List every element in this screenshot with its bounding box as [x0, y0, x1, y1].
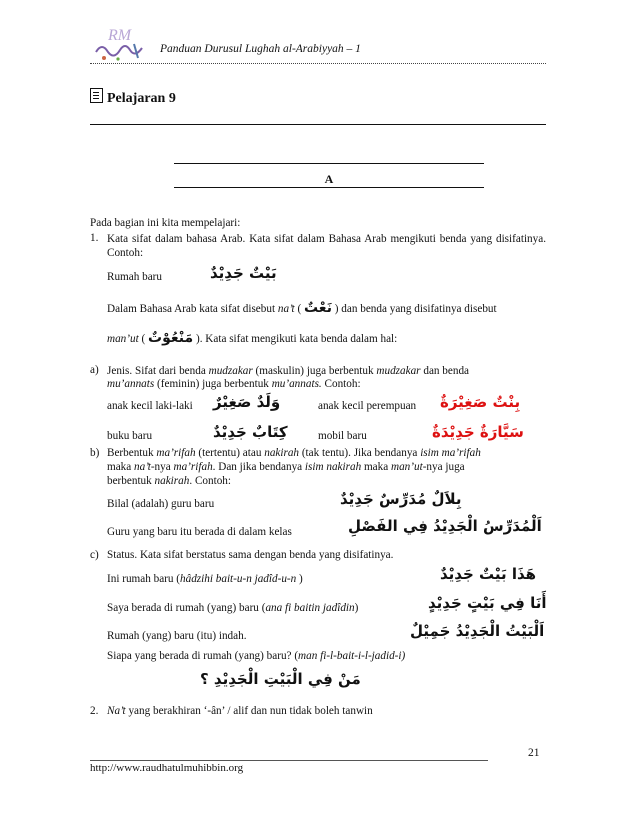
point-2-text: yang berakhiran ‘-ân’ / alif dan nun tidak boleh tanwin: [125, 705, 373, 717]
example-arabic: بِنْتٌ صَغِيْرَةٌ: [440, 393, 521, 411]
point-a-t2: mudzakar: [208, 365, 253, 377]
point-b-l2e: . Dan jika bendanya: [212, 461, 305, 473]
example-arabic: بِلاَلٌ مُدَرِّسٌ جَدِيْدٌ: [340, 490, 462, 508]
example-latin: Bilal (adalah) guru baru: [107, 498, 215, 510]
point-2-number: 2.: [90, 705, 99, 717]
point-b-label: b): [90, 447, 100, 459]
example-latin: buku baru: [107, 430, 153, 442]
point-1-text: Kata sifat dalam bahasa Arab. Kata sifat dalam Bahasa Arab mengikuti benda yang disifatinya. Contoh:: [107, 233, 546, 259]
lesson-title: Pelajaran 9: [107, 91, 176, 106]
point-b-l3b: nakirah: [154, 475, 190, 487]
point-a-t4: mudzakar: [376, 365, 421, 377]
point-b-l2d: ma’rifah: [173, 461, 213, 473]
point-a-t9: Contoh:: [321, 378, 361, 390]
point-b-l1c: (tertentu) atau: [195, 447, 265, 459]
footer-url-link[interactable]: http://www.raudhatulmuhibbin.org: [90, 762, 244, 774]
point-a-text: [107, 364, 546, 378]
point-a-t7: (feminin) juga berbentuk: [154, 378, 272, 390]
point-a-t3: (maskulin) juga berbentuk: [252, 365, 377, 377]
example-latin: Guru yang baru itu berada di dalam kelas: [107, 526, 292, 538]
point-c-label: c): [90, 549, 99, 561]
point-b-l1d: nakirah: [264, 447, 300, 459]
example-latin-line: [107, 602, 358, 614]
lesson-title-rule: [90, 124, 546, 125]
point-1-example-arabic: بَيْتٌ جَدِيْدٌ: [210, 264, 277, 282]
point-b-line-2: [107, 461, 465, 473]
point-b-line-3: [107, 475, 231, 487]
point-1-example-latin: Rumah baru: [107, 271, 162, 283]
logo-letters: RM: [108, 27, 132, 44]
point-a-label: a): [90, 364, 99, 376]
section-rule-bottom: [174, 187, 484, 188]
example-latin: Rumah (yang) baru (itu) indah.: [107, 630, 247, 642]
example-latin: Siapa yang berada di rumah (yang) baru? (: [107, 650, 299, 662]
point-2-line: [107, 705, 373, 717]
manut-open: (: [138, 333, 149, 345]
logo-graphic: [90, 22, 148, 64]
manut-line: [107, 330, 397, 346]
example-arabic: اَلْبَيْتُ الْجَدِيْدُ جَمِيْلٌ: [410, 622, 545, 640]
point-b-l1a: Berbentuk: [107, 447, 157, 459]
na-t-text: Dalam Bahasa Arab kata sifat disebut: [107, 303, 278, 315]
na-t-post: ) dan benda yang disifatinya disebut: [331, 303, 497, 315]
example-latin: anak kecil laki-laki: [107, 400, 193, 412]
section-label: A: [324, 172, 334, 186]
manut-arabic: مَنْعُوْتٌ: [148, 330, 194, 346]
example-arabic: هَذَا بَيْتٌ جَدِيْدٌ: [440, 565, 537, 583]
point-b-l1f: isim ma’rifah: [420, 447, 481, 459]
na-t-arabic: نَعْتٌ: [303, 300, 332, 316]
point-b-line-1: [107, 447, 546, 459]
point-1-number: 1.: [90, 232, 99, 244]
section-rule-top: [174, 163, 484, 164]
example-latin-line: [107, 630, 247, 642]
example-latin: Saya berada di rumah (yang) baru (: [107, 602, 266, 614]
na-t-line: [107, 300, 497, 316]
example-latin: anak kecil perempuan: [318, 400, 417, 412]
point-b-l2i: -nya juga: [422, 461, 465, 473]
example-arabic: مَنْ فِي الْبَيْتِ الْجَدِيْدِ ؟: [200, 670, 361, 688]
point-b-l1b: ma’rifah: [156, 447, 196, 459]
example-arabic: سَيَّارَةٌ جَدِيْدَةٌ: [432, 423, 524, 441]
na-t-open: (: [294, 303, 304, 315]
example-arabic: أَنَا فِي بَيْتٍ جَدِيْدٍ: [428, 594, 547, 612]
manut-term: man’ut: [107, 333, 139, 345]
example-close: ): [296, 573, 303, 585]
page-number: 21: [528, 747, 540, 759]
point-b-l3a: berbentuk: [107, 475, 155, 487]
example-translit: man fi-l-bait-i-l-jadid-i): [298, 650, 406, 662]
running-header-title: Panduan Durusul Lughah al-Arabiyyah – 1: [160, 43, 361, 55]
example-close: ): [354, 602, 359, 614]
document-icon: [90, 88, 103, 103]
footer-rule: [90, 760, 488, 761]
point-2-term: Na’t: [107, 705, 126, 717]
example-latin: mobil baru: [318, 430, 367, 442]
point-b-l2c: -nya: [150, 461, 174, 473]
example-arabic: كِتَابٌ جَدِيْدٌ: [213, 423, 288, 441]
point-a-t8: mu’annats.: [271, 378, 322, 390]
lesson-heading: [90, 88, 176, 107]
example-arabic: وَلَدٌ صَغِيْرٌ: [213, 393, 281, 411]
example-arabic: اَلْمُدَرِّسُ الْجَدِيْدُ فِي الفَصْلِ: [348, 517, 542, 535]
site-logo: [90, 22, 148, 64]
point-a-t1: Jenis. Sifat dari benda: [107, 365, 209, 377]
example-latin-line: [107, 650, 405, 662]
point-b-l3c: . Contoh:: [189, 475, 231, 487]
point-b-l1e: (tak tentu). Jika bendanya: [299, 447, 421, 459]
point-b-l2h: man’ut: [391, 461, 423, 473]
point-a-t5: dan benda: [420, 365, 470, 377]
example-translit: hâdzihi bait-u-n jadîd-u-n: [180, 573, 297, 585]
intro-text: Pada bagian ini kita mempelajari:: [90, 217, 241, 229]
manut-post: ). Kata sifat mengikuti kata benda dalam hal:: [193, 333, 398, 345]
header-rule: [90, 63, 546, 64]
example-translit: ana fi baitin jadîdin: [265, 602, 355, 614]
point-c-text: Status. Kata sifat berstatus sama dengan benda yang disifatinya.: [107, 549, 394, 561]
example-latin-line: [107, 573, 303, 585]
point-b-l2g: maka: [361, 461, 391, 473]
point-b-l2a: maka: [107, 461, 135, 473]
point-a-text-2: [107, 378, 361, 390]
point-b-l2b: na’t: [134, 461, 151, 473]
point-a-t6: mu’annats: [107, 378, 155, 390]
na-t-term: na’t: [277, 303, 295, 315]
point-b-l2f: isim nakirah: [304, 461, 362, 473]
example-latin: Ini rumah baru (: [107, 573, 181, 585]
